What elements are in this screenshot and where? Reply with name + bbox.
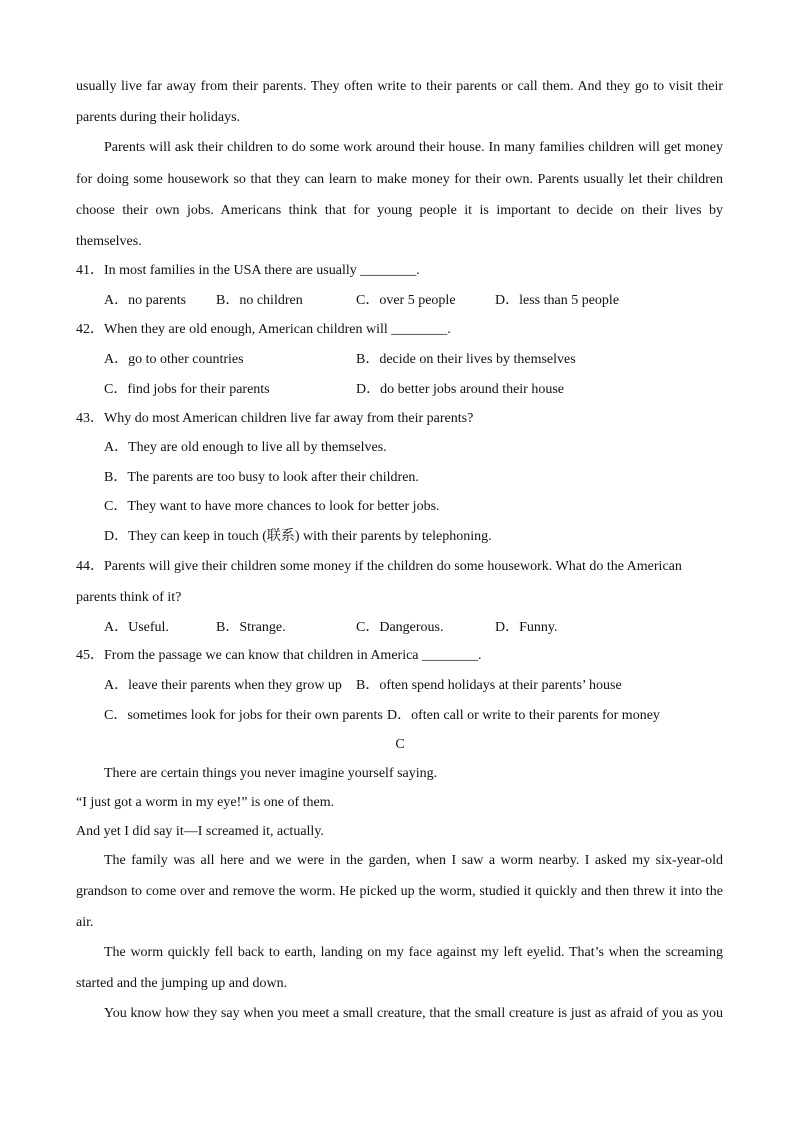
q43-option-a: A．They are old enough to live all by themselves. [104,440,387,455]
q42-option-c: C．find jobs for their parents [104,382,270,397]
q44-option-c: C．Dangerous. [356,620,444,635]
q45-option-b: B．often spend holidays at their parents’ house [356,678,622,693]
question-45-stem: 45．From the passage we can know that children in America ________. [76,648,482,663]
question-43-stem: 43．Why do most American children live far away from their parents? [76,411,474,426]
passage-b-line-4: for doing some housework so that they can learn to make money for their own. Parents usually let their children [76,172,723,187]
q44-option-b: B．Strange. [216,620,286,635]
q42-option-a: A．go to other countries [104,352,244,367]
q44-option-d: D．Funny. [495,620,558,635]
passage-c-heading: C [395,737,405,752]
passage-c-line-6: air. [76,915,94,930]
question-44-stem-line-1: 44．Parents will give their children some money if the children do some housework. What do the American [76,559,682,574]
passage-c-line-4: The family was all here and we were in the garden, when I saw a worm nearby. I asked my six-year-old [104,853,723,868]
q45-option-a: A．leave their parents when they grow up [104,678,342,693]
q45-option-d: D．often call or write to their parents for money [387,708,660,723]
passage-c-line-3: And yet I did say it—I screamed it, actually. [76,824,324,839]
passage-b-line-1: usually live far away from their parents. They often write to their parents or call them. And they go to visit their [76,79,723,94]
q41-option-a: A．no parents [104,293,187,308]
passage-c-line-1: There are certain things you never imagine yourself saying. [104,766,438,781]
q43-option-b: B．The parents are too busy to look after their children. [104,470,419,485]
q41-option-c: C．over 5 people [356,293,456,308]
passage-b-line-5: choose their own jobs. Americans think that for young people it is important to decide on their lives by [76,203,723,218]
question-41-stem: 41．In most families in the USA there are usually ________. [76,263,420,278]
q43-option-d: D．They can keep in touch (联系) with their parents by telephoning. [104,529,492,544]
q44-option-a: A．Useful. [104,620,169,635]
passage-c-line-7: The worm quickly fell back to earth, landing on my face against my left eyelid. That’s when the screaming [104,945,723,960]
q45-option-c: C．sometimes look for jobs for their own parents [104,708,383,723]
q41-option-d: D．less than 5 people [495,293,620,308]
passage-c-line-5: grandson to come over and remove the worm. He picked up the worm, studied it quickly and then threw it into the [76,884,723,899]
passage-c-line-9: You know how they say when you meet a small creature, that the small creature is just as afraid of you as you [104,1006,723,1021]
passage-b-line-6: themselves. [76,234,142,249]
q43-option-c: C．They want to have more chances to look for better jobs. [104,499,440,514]
passage-b-line-3: Parents will ask their children to do some work around their house. In many families children will get money [104,140,723,155]
q41-option-b: B．no children [216,293,303,308]
passage-b-line-2: parents during their holidays. [76,110,241,125]
q42-option-d: D．do better jobs around their house [356,382,565,397]
question-42-stem: 42．When they are old enough, American children will ________. [76,322,451,337]
passage-c-line-2: “I just got a worm in my eye!” is one of them. [76,795,335,810]
question-44-stem-line-2: parents think of it? [76,590,182,605]
passage-c-line-8: started and the jumping up and down. [76,976,288,991]
q42-option-b: B．decide on their lives by themselves [356,352,576,367]
